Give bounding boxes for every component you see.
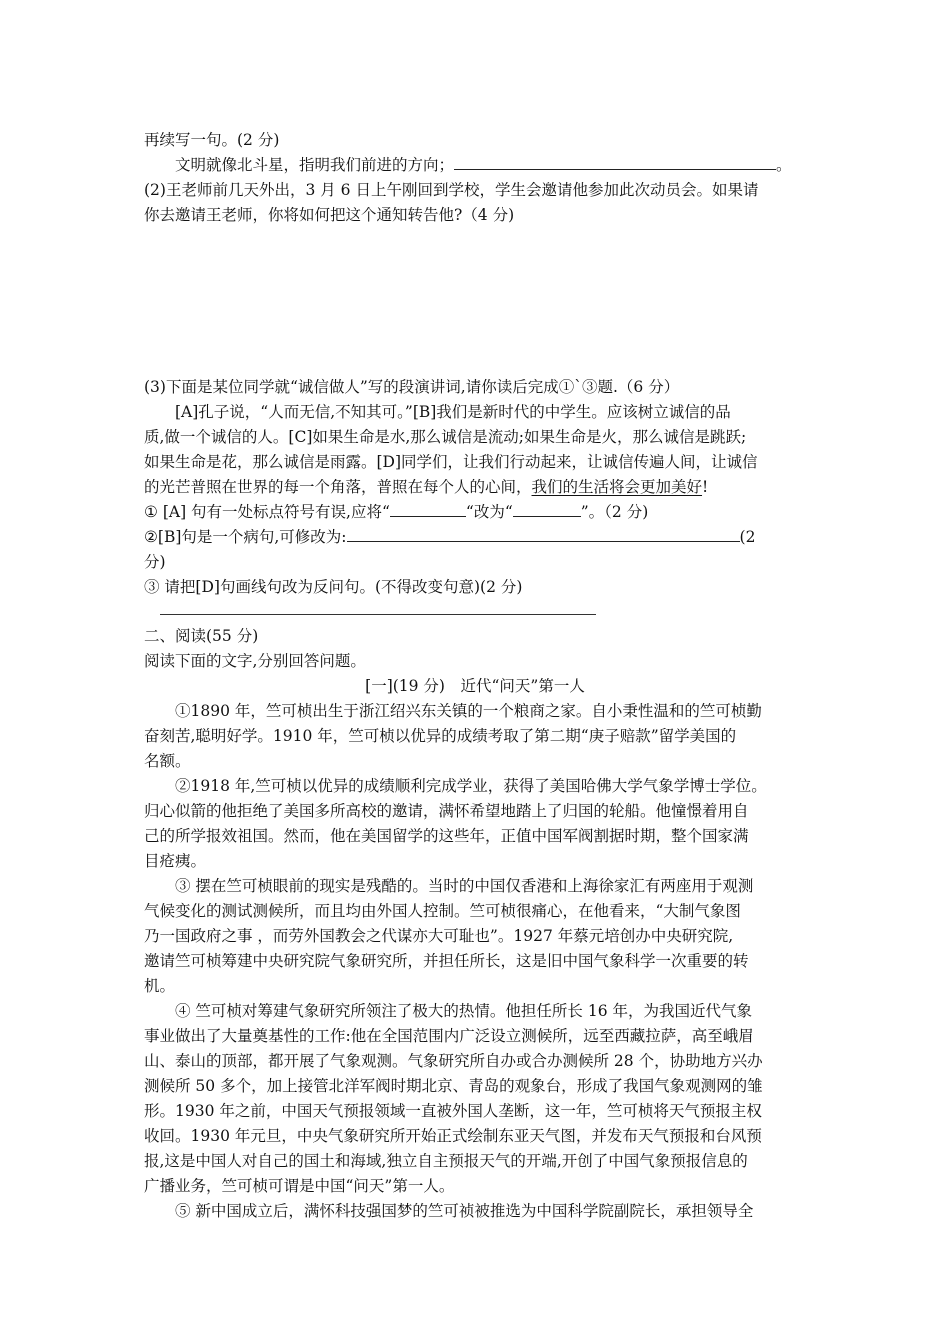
speech-line-3: 如果生命是花，那么诚信是雨露。[D]同学们，让我们行动起来，让诚信传遍人间，让诚信	[144, 453, 758, 471]
passage-line: 目疮痍。	[144, 852, 207, 870]
passage-line: 奋刻苦,聪明好学。1910 年，竺可桢以优异的成绩考取了第二期“庚子赔款”留学美国的	[144, 727, 737, 745]
blank-original-punct[interactable]	[390, 502, 466, 517]
section-2-heading: 二、阅读(55 分)	[144, 627, 259, 645]
blank-sentence-fix[interactable]	[347, 527, 740, 542]
subquestion-1-mid: “改为“	[465, 503, 513, 521]
prompt-text: 文明就像北斗星，指明我们前进的方向；	[175, 156, 455, 174]
subquestion-2	[144, 527, 755, 547]
reading-instruction: 阅读下面的文字,分别回答问题。	[144, 652, 366, 670]
answer-line-rhetorical[interactable]	[160, 614, 596, 615]
passage-line: 邀请竺可桢筹建中央研究院气象研究所，并担任所长，这是旧中国气象科学一次重要的转	[144, 952, 749, 970]
question-2-line2: 你去邀请王老师，你将如何把这个通知转告他?（4 分)	[144, 206, 515, 224]
passage-line: 报,这是中国人对自己的国土和海域,独立自主预报天气的开端,开创了中国气象预报信息的	[144, 1152, 748, 1170]
exclamation: !	[702, 478, 709, 496]
passage-line: 广播业务，竺可桢可谓是中国“问天”第一人。	[144, 1177, 455, 1195]
passage-line: ③ 摆在竺可桢眼前的现实是残酷的。当时的中国仅香港和上海徐家汇有两座用于观测	[175, 877, 754, 895]
subquestion-1-end: ”。（2 分)	[580, 503, 649, 521]
blank-corrected-punct[interactable]	[513, 502, 581, 517]
passage-line: 名额。	[144, 752, 191, 770]
passage-line: 测候所 50 多个，加上接管北洋军阀时期北京、青岛的观象台，形成了我国气象观测网的雏	[144, 1077, 763, 1095]
subquestion-2-text: ②[B]句是一个病句,可修改为:	[144, 528, 347, 546]
question-3-intro: (3)下面是某位同学就“诚信做人”写的段演讲词,请你读后完成①`③题.（6 分）	[144, 378, 680, 396]
passage-line: 己的所学报效祖国。然而，他在美国留学的这些年，正值中国军阀割据时期，整个国家满	[144, 827, 749, 845]
subquestion-3: ③ 请把[D]句画线句改为反问句。(不得改变句意)(2 分)	[144, 578, 523, 596]
passage-line: 山、泰山的顶部，都开展了气象观测。气象研究所自办或合办测候所 28 个，协助地方兴办	[144, 1052, 763, 1070]
passage-line: 形。1930 年之前，中国天气预报领域一直被外国人垄断，这一年，竺可桢将天气预报主权	[144, 1102, 762, 1120]
passage-line: ⑤ 新中国成立后，满怀科技强国梦的竺可祯被推选为中国科学院副院长，承担领导全	[175, 1202, 754, 1220]
subquestion-1	[144, 502, 648, 522]
speech-line-4	[144, 477, 708, 497]
subquestion-2-score-cont: 分)	[144, 553, 166, 571]
speech-line-1: [A]孔子说，“人而无信,不知其可。”[B]我们是新时代的中学生。应该树立诚信的品	[175, 403, 731, 421]
line-continue-write: 再续写一句。(2 分)	[144, 131, 280, 149]
speech-text: 的光芒普照在世界的每一个角落，普照在每个人的心间，	[144, 478, 532, 496]
underlined-sentence: 我们的生活将会更加美好	[531, 478, 703, 496]
passage-line: 归心似箭的他拒绝了美国多所高校的邀请，满怀希望地踏上了归国的轮船。他憧憬着用自	[144, 802, 749, 820]
passage-line: ②1918 年,竺可桢以优异的成绩顺利完成学业，获得了美国哈佛大学气象学博士学位。	[175, 777, 767, 795]
question-2-line1: (2)王老师前几天外出，3 月 6 日上午刚回到学校，学生会邀请他参加此次动员会。如果请	[144, 181, 759, 199]
passage-line: 气候变化的测试测候所，而且均由外国人控制。竺可桢很痛心，在他看来，“大制气象图	[144, 902, 741, 920]
passage-line: 乃一国政府之事 ，而劳外国教会之代谋亦大可耻也”。1927 年蔡元培创办中央研究院,	[144, 927, 734, 945]
passage-title: [一](19 分) 近代“问天”第一人	[365, 677, 585, 695]
subquestion-2-score: (2	[739, 528, 756, 546]
passage-line: ④ 竺可桢对筹建气象研究所领注了极大的热情。他担任所长 16 年，为我国近代气象	[175, 1002, 753, 1020]
line-civilization-prompt	[175, 155, 792, 175]
subquestion-1-text: ① [A] 句有一处标点符号有误,应将“	[144, 503, 390, 521]
passage-line: 收回。1930 年元旦，中央气象研究所开始正式绘制东亚天气图，并发布天气预报和台风预	[144, 1127, 762, 1145]
speech-line-2: 质,做一个诚信的人。[C]如果生命是水,那么诚信是流动;如果生命是火，那么诚信是跳跃;	[144, 428, 747, 446]
answer-blank[interactable]	[454, 155, 776, 170]
period: 。	[776, 156, 792, 174]
passage-line: ①1890 年，竺可桢出生于浙江绍兴东关镇的一个粮商之家。自小秉性温和的竺可桢勤	[175, 702, 762, 720]
passage-line: 机。	[144, 977, 176, 995]
passage-line: 事业做出了大量奠基性的工作:他在全国范围内广泛设立测候所，远至西藏拉萨，高至峨眉	[144, 1027, 754, 1045]
